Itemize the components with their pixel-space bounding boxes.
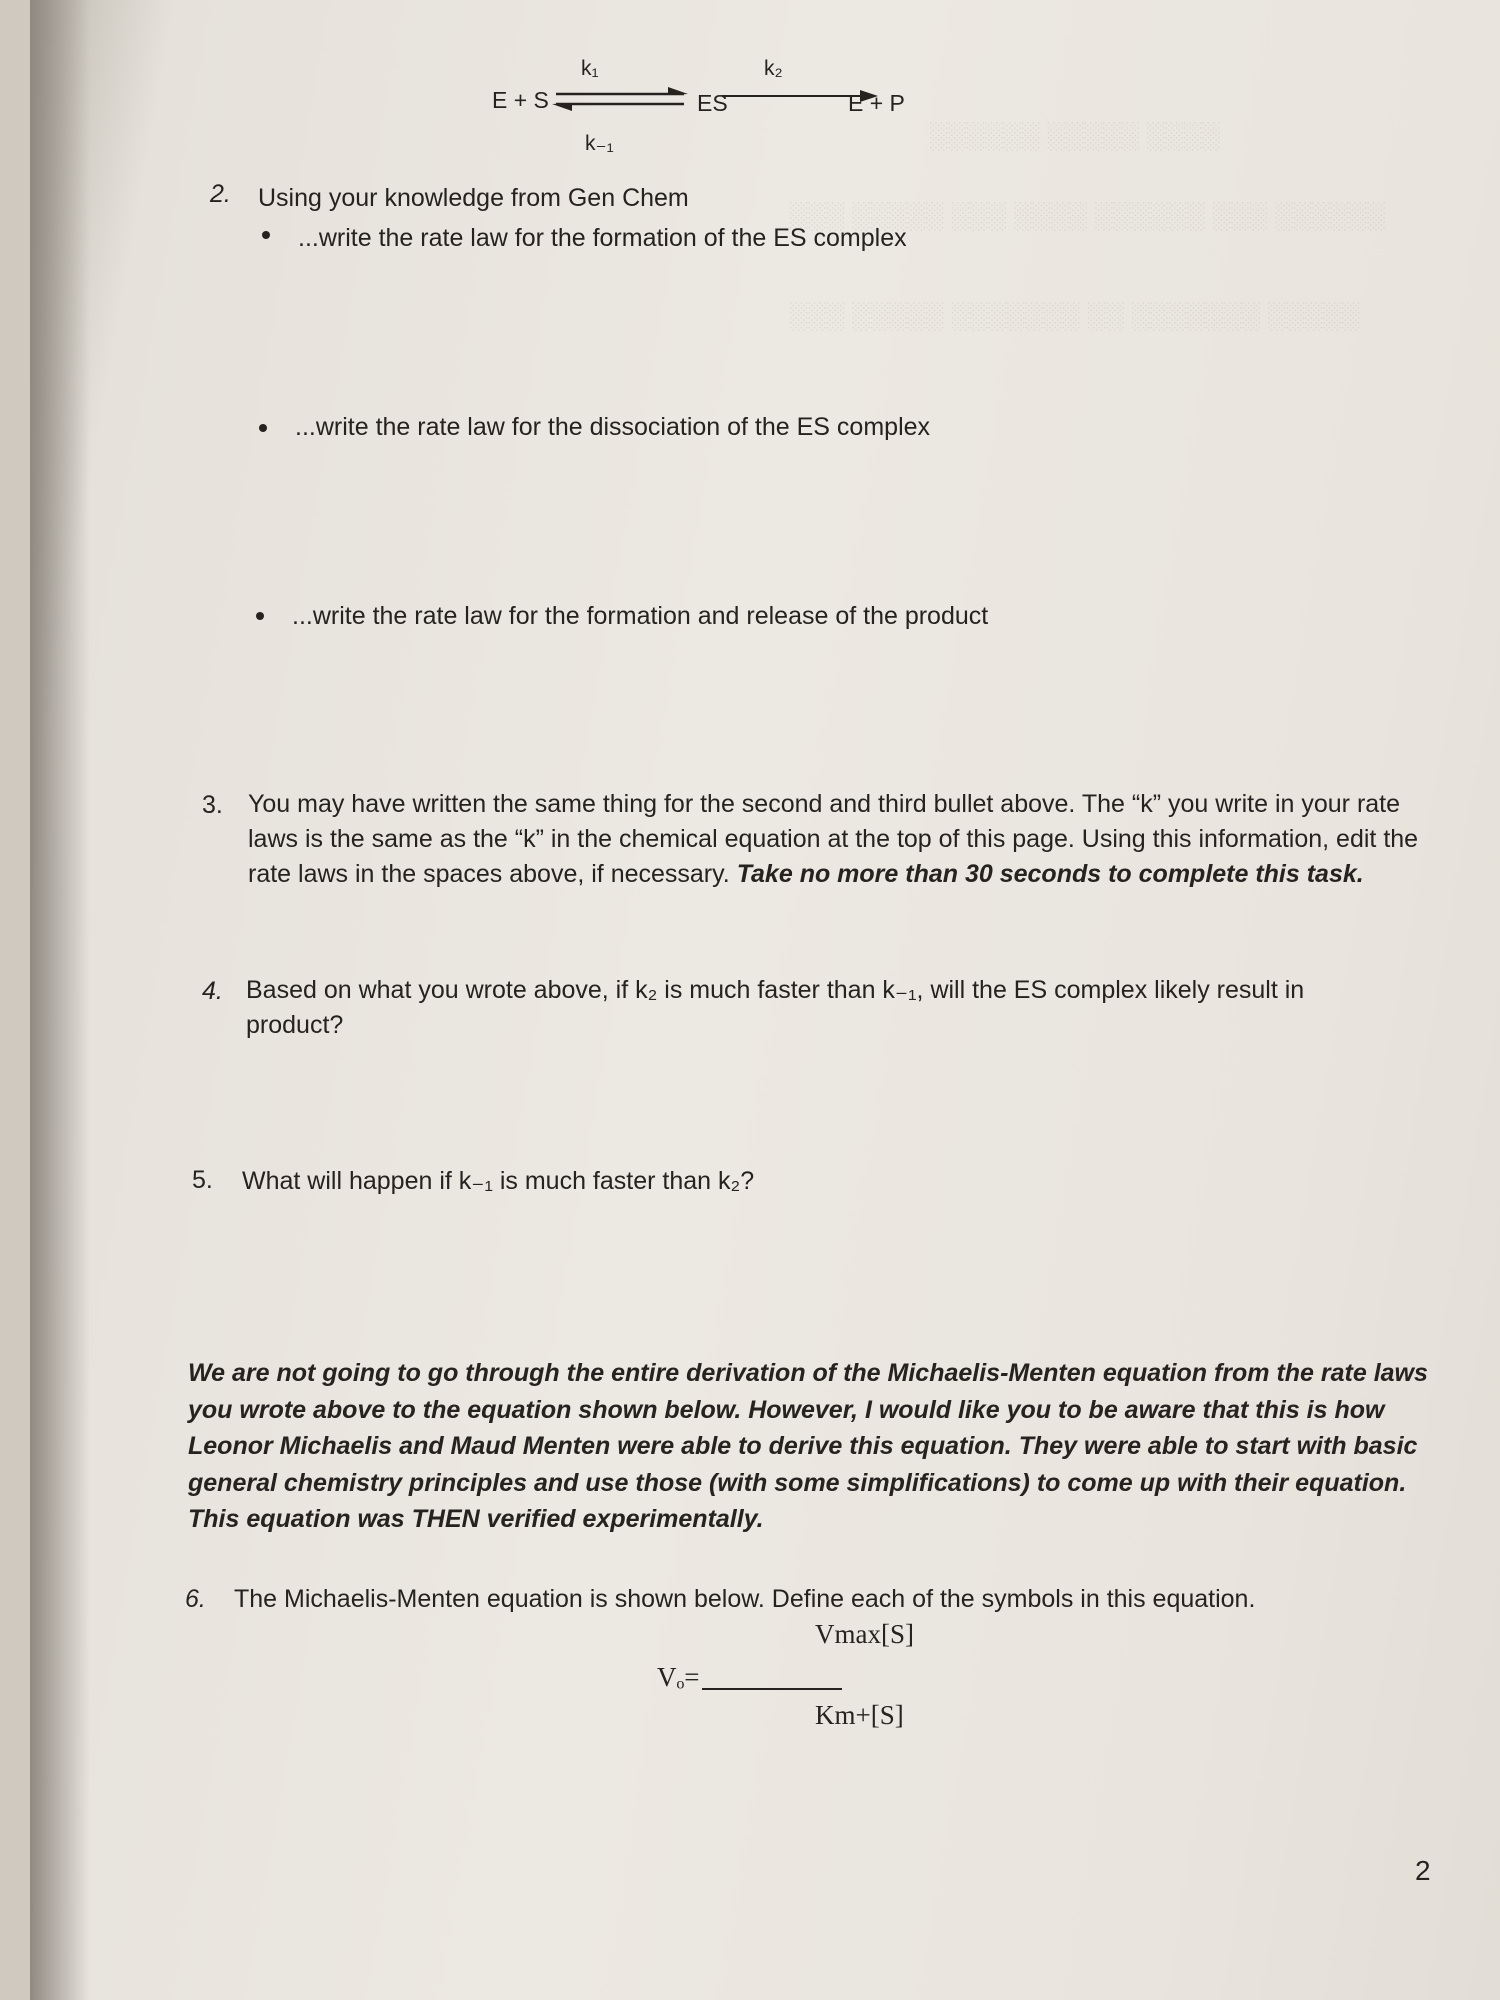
equation-denominator: Km+[S] xyxy=(815,1700,904,1730)
page-number: 2 xyxy=(1415,1855,1431,1886)
q2-bullet-1: ...write the rate law for the formation of the ES complex xyxy=(298,224,907,252)
show-through-text: ░░░░ ░░░░░ ░░░░░░ xyxy=(930,120,1221,150)
complex-label: ES xyxy=(697,90,728,116)
bullet-dot xyxy=(262,231,270,239)
q5-number: 5. xyxy=(192,1166,213,1194)
q3-number: 3. xyxy=(202,791,223,819)
k1-label: k₁ xyxy=(581,57,599,80)
q3-emphasis: Take no more than 30 seconds to complete this task. xyxy=(736,860,1364,888)
q6-text: The Michaelis-Menten equation is shown below. Define each of the symbols in this equation. xyxy=(234,1585,1256,1613)
show-through-text: ░░░░░░ ░░░ ░░░░░░ ░░░░ ░░░ ░░░░░ ░░░ xyxy=(790,200,1386,230)
q2-bullet-2: ...write the rate law for the dissociation of the ES complex xyxy=(295,413,931,441)
bullet-dot xyxy=(256,612,264,620)
q4-number: 4. xyxy=(202,977,223,1005)
reactants-label: E + S xyxy=(492,87,549,113)
q5-text: What will happen if k₋₁ is much faster than k₂? xyxy=(242,1167,755,1195)
q6-number: 6. xyxy=(185,1585,206,1613)
q2-bullet-3: ...write the rate law for the formation and release of the product xyxy=(292,602,989,630)
k-minus1-label: k₋₁ xyxy=(585,132,614,155)
q4-text: Based on what you wrote above, if k₂ is much faster than k₋₁, will the ES complex likely result in product? xyxy=(246,976,1305,1039)
fraction-bar xyxy=(702,1688,842,1690)
equation-numerator: Vmax[S] xyxy=(815,1619,914,1649)
k2-label: k₂ xyxy=(764,57,783,80)
q2-text: Using your knowledge from Gen Chem xyxy=(258,184,689,212)
equation-lhs: Vₒ= xyxy=(657,1662,700,1692)
page-edge-shadow xyxy=(30,0,90,2000)
derivation-note: We are not going to go through the entire derivation of the Michaelis-Menten equation from the rate laws you wrote above to the equation shown below. However, I would like you to be aware that this is how Leonor Michaelis and Maud Menten were able to derive this equation. They were able to start with basic general chemistry principles and use those (with some simplifications) to come up with their equation. This equation was THEN verified experimentally. xyxy=(188,1359,1428,1533)
products-label: E + P xyxy=(848,90,905,116)
equilibrium-arrows-icon xyxy=(550,82,690,116)
bullet-dot xyxy=(259,424,267,432)
show-through-text: ░░░░░ ░░░░░░░ ░░ ░░░░░░░ ░░░░░ ░░░ xyxy=(790,300,1361,330)
q3-paragraph xyxy=(248,787,1443,892)
q2-number: 2. xyxy=(210,180,231,208)
worksheet-page xyxy=(30,0,1500,2000)
q3-text: You may have written the same thing for the second and third bullet above. The “k” you write in your rate laws is the same as the “k” in the chemical equation at the top of this page. Using this information, edit the rate laws in the spaces above, if necessary. xyxy=(248,790,1419,888)
